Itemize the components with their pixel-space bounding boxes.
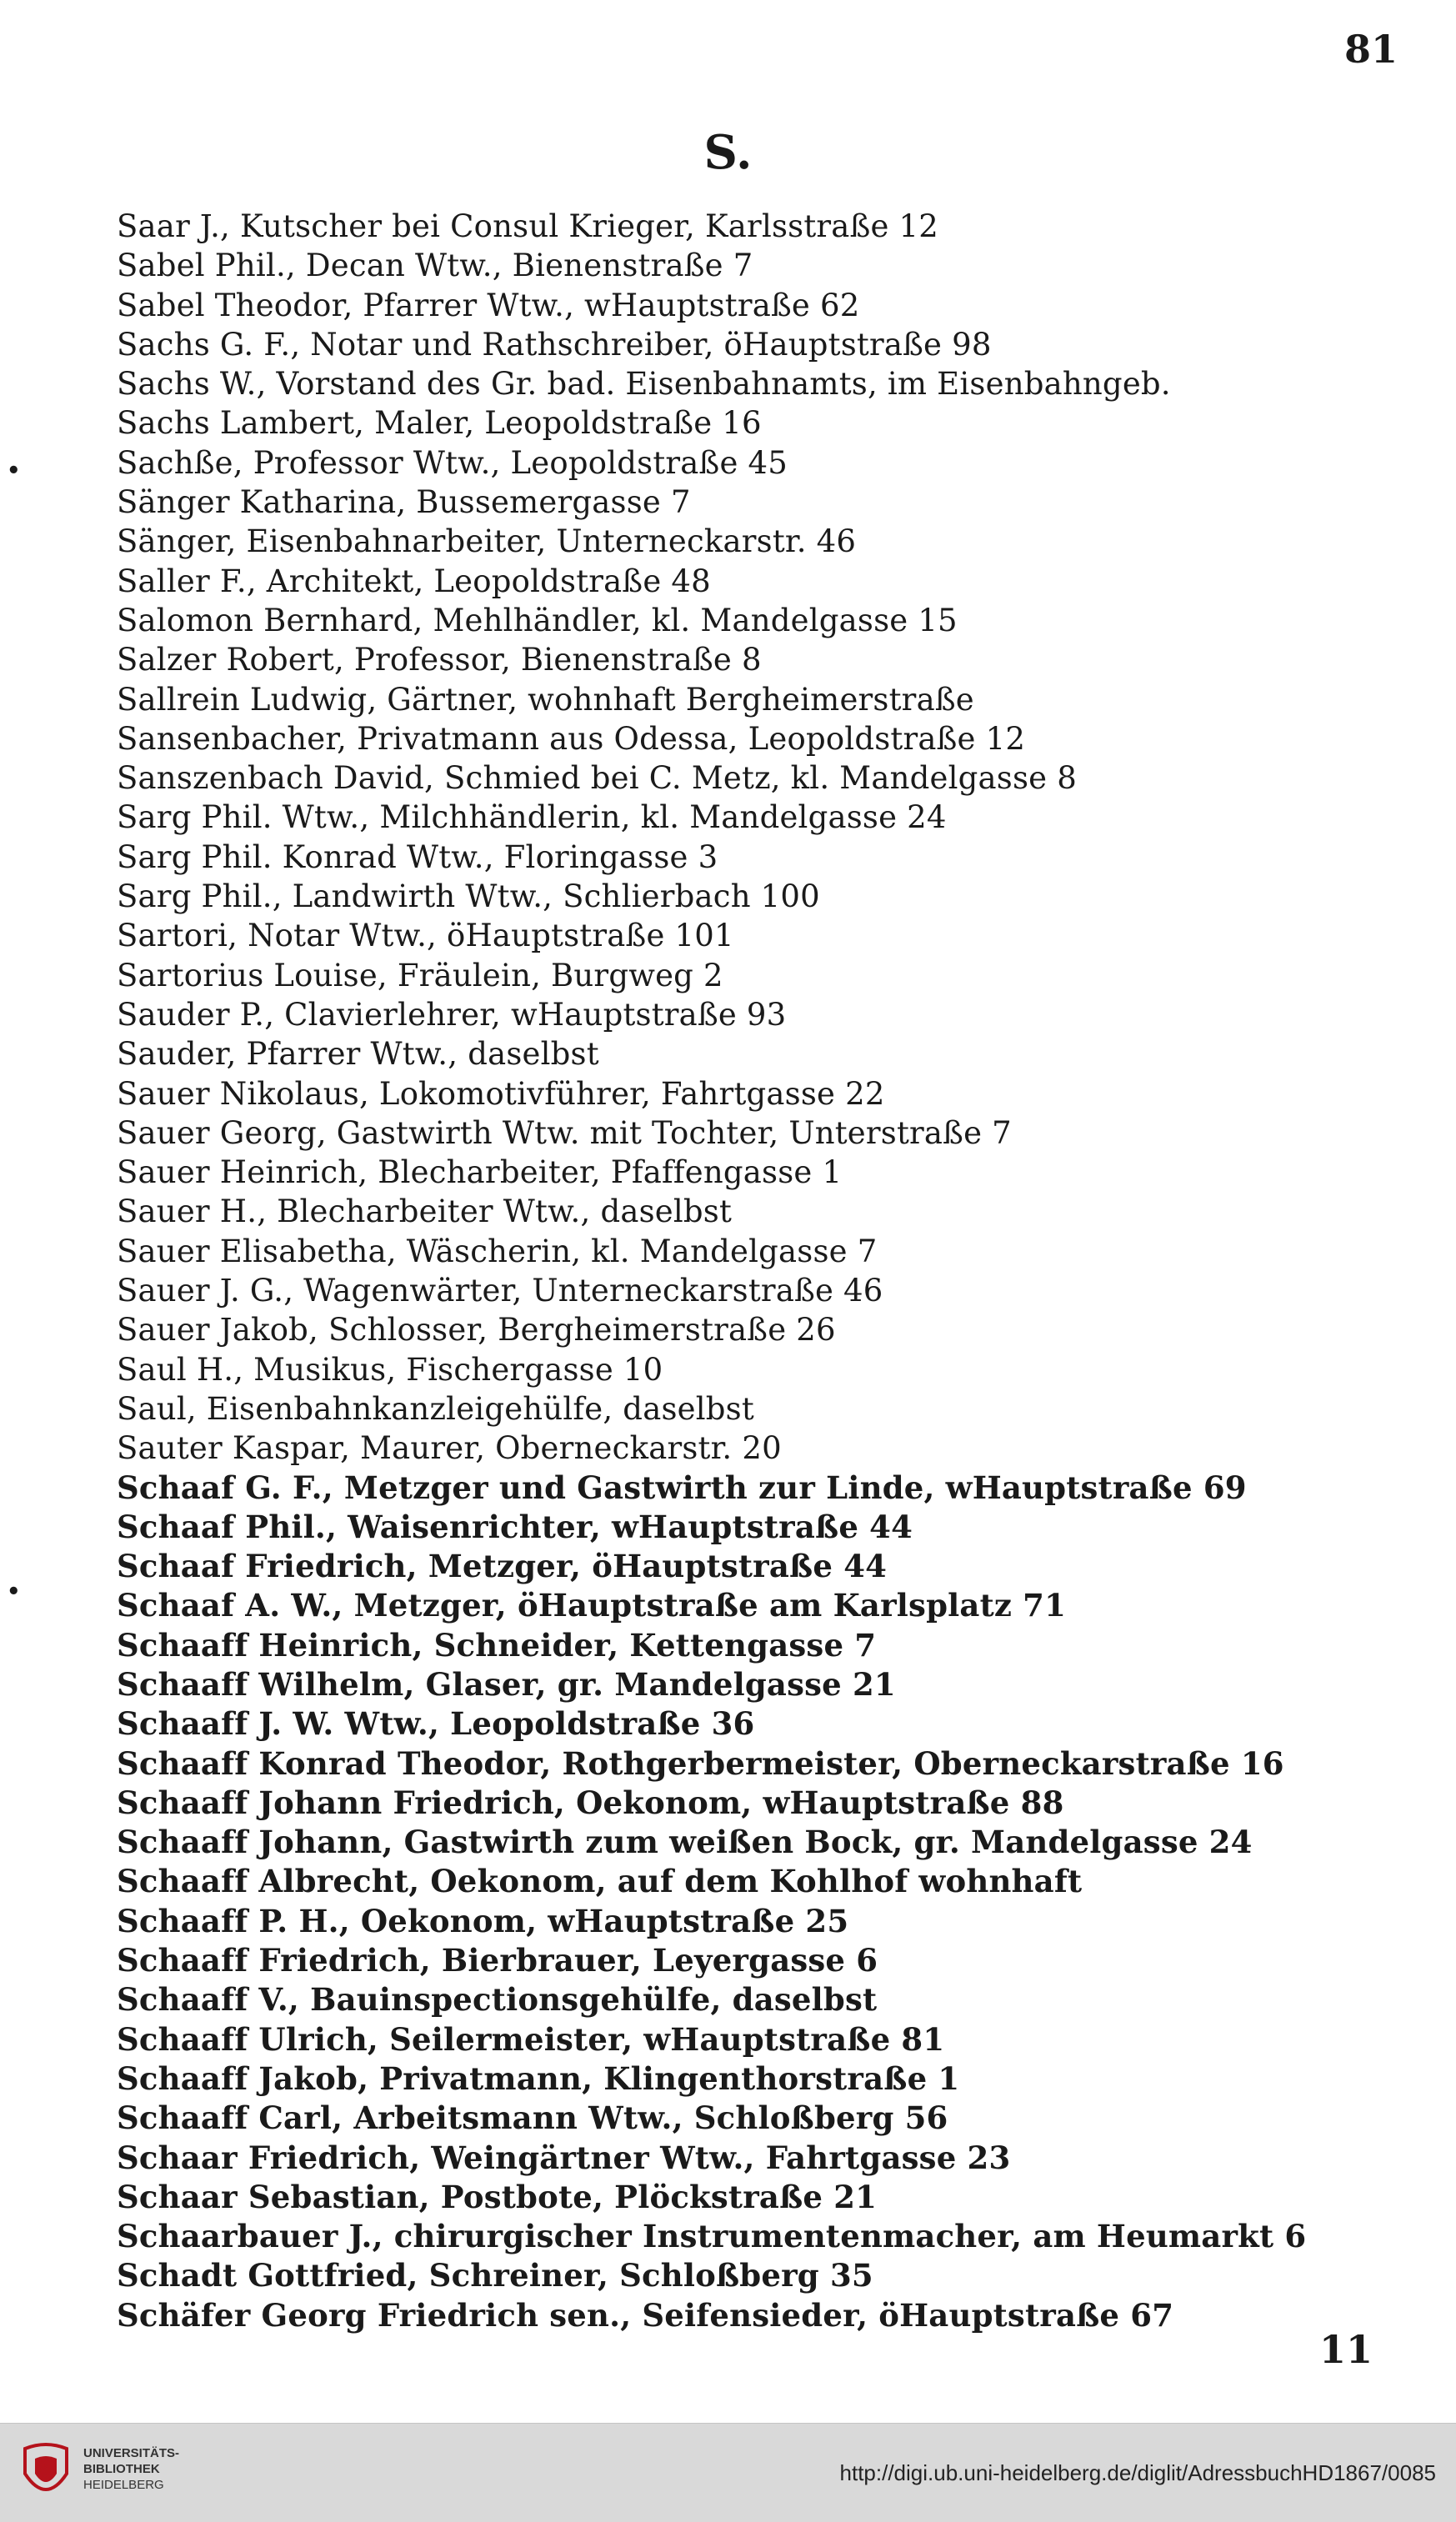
directory-entry: Schaaff V., Bauinspectionsgehülfe, daselbst bbox=[117, 1981, 878, 2019]
directory-entry: Sartori, Notar Wtw., öHauptstraße 101 bbox=[117, 918, 734, 954]
directory-entry: Sarg Phil. Wtw., Milchhändlerin, kl. Mandelgasse 24 bbox=[117, 799, 947, 836]
directory-entry: Schaaff Konrad Theodor, Rothgerbermeister, Oberneckarstraße 16 bbox=[117, 1744, 1284, 1782]
logo-mark-inner bbox=[35, 2456, 57, 2482]
directory-entry: Sauer J. G., Wagenwärter, Unterneckarstraße 46 bbox=[117, 1273, 883, 1309]
directory-entry: Sauer Nikolaus, Lokomotivführer, Fahrtgasse 22 bbox=[117, 1075, 885, 1112]
directory-entry: Sauer Heinrich, Blecharbeiter, Pfaffengasse 1 bbox=[117, 1154, 843, 1191]
directory-entry: Schaaff Johann Friedrich, Oekonom, wHauptstraße 88 bbox=[117, 1784, 1064, 1821]
directory-entry: Schaaff Ulrich, Seilermeister, wHauptstraße 81 bbox=[117, 2020, 945, 2058]
library-name-line-1: UNIVERSITÄTS- bbox=[83, 2446, 180, 2460]
directory-entry: Schaaff Friedrich, Bierbrauer, Leyergasse 6 bbox=[117, 1942, 878, 1979]
directory-entry: Saul, Eisenbahnkanzleigehülfe, daselbst bbox=[117, 1390, 754, 1427]
library-name-line-2: BIBLIOTHEK bbox=[83, 2462, 160, 2476]
directory-entry: Sauer H., Blecharbeiter Wtw., daselbst bbox=[117, 1193, 733, 1230]
directory-entry: Schaaff P. H., Oekonom, wHauptstraße 25 bbox=[117, 1902, 849, 1939]
directory-entry: Schaaff Johann, Gastwirth zum weißen Bock, gr. Mandelgasse 24 bbox=[117, 1824, 1253, 1861]
directory-entry: Schaaff Carl, Arbeitsmann Wtw., Schloßberg 56 bbox=[117, 2099, 948, 2137]
directory-entry: Schaaf Phil., Waisenrichter, wHauptstraße 44 bbox=[117, 1508, 913, 1545]
margin-marker: • bbox=[7, 1579, 21, 1604]
directory-entry: Sauer Elisabetha, Wäscherin, kl. Mandelgasse 7 bbox=[117, 1233, 878, 1269]
directory-entry: Sachs W., Vorstand des Gr. bad. Eisenbahnamts, im Eisenbahngeb. bbox=[117, 366, 1171, 403]
directory-entry: Schaaff Albrecht, Oekonom, auf dem Kohlhof wohnhaft bbox=[117, 1863, 1083, 1900]
directory-entry: Sansenbacher, Privatmann aus Odessa, Leopoldstraße 12 bbox=[117, 720, 1026, 757]
directory-entry: Sauer Georg, Gastwirth Wtw. mit Tochter, Unterstraße 7 bbox=[117, 1114, 1012, 1151]
directory-entry: Schaaff J. W. Wtw., Leopoldstraße 36 bbox=[117, 1705, 755, 1743]
directory-entries bbox=[117, 207, 1400, 2335]
directory-entry: Schaaff Heinrich, Schneider, Kettengasse 7 bbox=[117, 1626, 877, 1664]
directory-entry: Sauer Jakob, Schlosser, Bergheimerstraße 26 bbox=[117, 1312, 836, 1349]
directory-entry: Saul H., Musikus, Fischergasse 10 bbox=[117, 1351, 663, 1388]
directory-entry: Schaarbauer J., chirurgischer Instrumentenmacher, am Heumarkt 6 bbox=[117, 2218, 1307, 2255]
footer-bar bbox=[0, 2423, 1456, 2522]
directory-entry: Sachße, Professor Wtw., Leopoldstraße 45 bbox=[117, 444, 788, 481]
section-letter: S. bbox=[703, 125, 753, 180]
margin-marker: • bbox=[7, 458, 21, 483]
directory-entry: Sallrein Ludwig, Gärtner, wohnhaft Bergheimerstraße bbox=[117, 681, 974, 718]
university-library-logo-icon[interactable] bbox=[17, 2440, 75, 2505]
directory-entry: Sanszenbach David, Schmied bei C. Metz, kl. Mandelgasse 8 bbox=[117, 760, 1077, 797]
directory-entry: Sauter Kaspar, Maurer, Oberneckarstr. 20 bbox=[117, 1430, 782, 1467]
directory-entry: Saar J., Kutscher bei Consul Krieger, Karlsstraße 12 bbox=[117, 208, 939, 244]
directory-entry: Saller F., Architekt, Leopoldstraße 48 bbox=[117, 563, 711, 599]
printer-signature: 11 bbox=[1318, 2327, 1373, 2372]
directory-entry: Sänger Katharina, Bussemergasse 7 bbox=[117, 484, 691, 521]
directory-entry: Sachs G. F., Notar und Rathschreiber, öHauptstraße 98 bbox=[117, 326, 992, 363]
directory-entry: Schaar Sebastian, Postbote, Plöckstraße 21 bbox=[117, 2178, 878, 2215]
library-name[interactable] bbox=[83, 2445, 179, 2493]
directory-entry: Sänger, Eisenbahnarbeiter, Unterneckarstr. 46 bbox=[117, 523, 857, 560]
directory-entry: Schaaf Friedrich, Metzger, öHauptstraße 44 bbox=[117, 1548, 888, 1585]
directory-entry: Salzer Robert, Professor, Bienenstraße 8 bbox=[117, 642, 762, 678]
directory-entry: Schaaff Wilhelm, Glaser, gr. Mandelgasse 21 bbox=[117, 1665, 896, 1703]
source-url-link[interactable]: http://digi.ub.uni-heidelberg.de/diglit/AdressbuchHD1867/0085 bbox=[839, 2460, 1436, 2485]
directory-entry: Sauder, Pfarrer Wtw., daselbst bbox=[117, 1036, 599, 1073]
directory-entry: Salomon Bernhard, Mehlhändler, kl. Mandelgasse 15 bbox=[117, 602, 958, 638]
directory-entry: Sabel Phil., Decan Wtw., Bienenstraße 7 bbox=[117, 248, 753, 284]
directory-entry: Schadt Gottfried, Schreiner, Schloßberg 35 bbox=[117, 2257, 873, 2294]
directory-entry: Sachs Lambert, Maler, Leopoldstraße 16 bbox=[117, 405, 762, 442]
directory-entry: Schaaff Jakob, Privatmann, Klingenthorstraße 1 bbox=[117, 2059, 960, 2097]
directory-entry: Sartorius Louise, Fräulein, Burgweg 2 bbox=[117, 957, 723, 993]
directory-entry: Schäfer Georg Friedrich sen., Seifensieder, öHauptstraße 67 bbox=[117, 2296, 1174, 2334]
directory-entry: Sabel Theodor, Pfarrer Wtw., wHauptstraße 62 bbox=[117, 287, 860, 323]
directory-entry: Schaar Friedrich, Weingärtner Wtw., Fahrtgasse 23 bbox=[117, 2139, 1011, 2176]
directory-entry: Sauder P., Clavierlehrer, wHauptstraße 93 bbox=[117, 996, 787, 1033]
directory-entry: Sarg Phil. Konrad Wtw., Floringasse 3 bbox=[117, 838, 718, 875]
page-number: 81 bbox=[1343, 27, 1398, 72]
directory-entry: Sarg Phil., Landwirth Wtw., Schlierbach 100 bbox=[117, 878, 820, 915]
directory-entry: Schaaf G. F., Metzger und Gastwirth zur Linde, wHauptstraße 69 bbox=[117, 1469, 1247, 1506]
directory-entry: Schaaf A. W., Metzger, öHauptstraße am Karlsplatz 71 bbox=[117, 1587, 1067, 1624]
library-name-line-3: HEIDELBERG bbox=[83, 2478, 164, 2492]
